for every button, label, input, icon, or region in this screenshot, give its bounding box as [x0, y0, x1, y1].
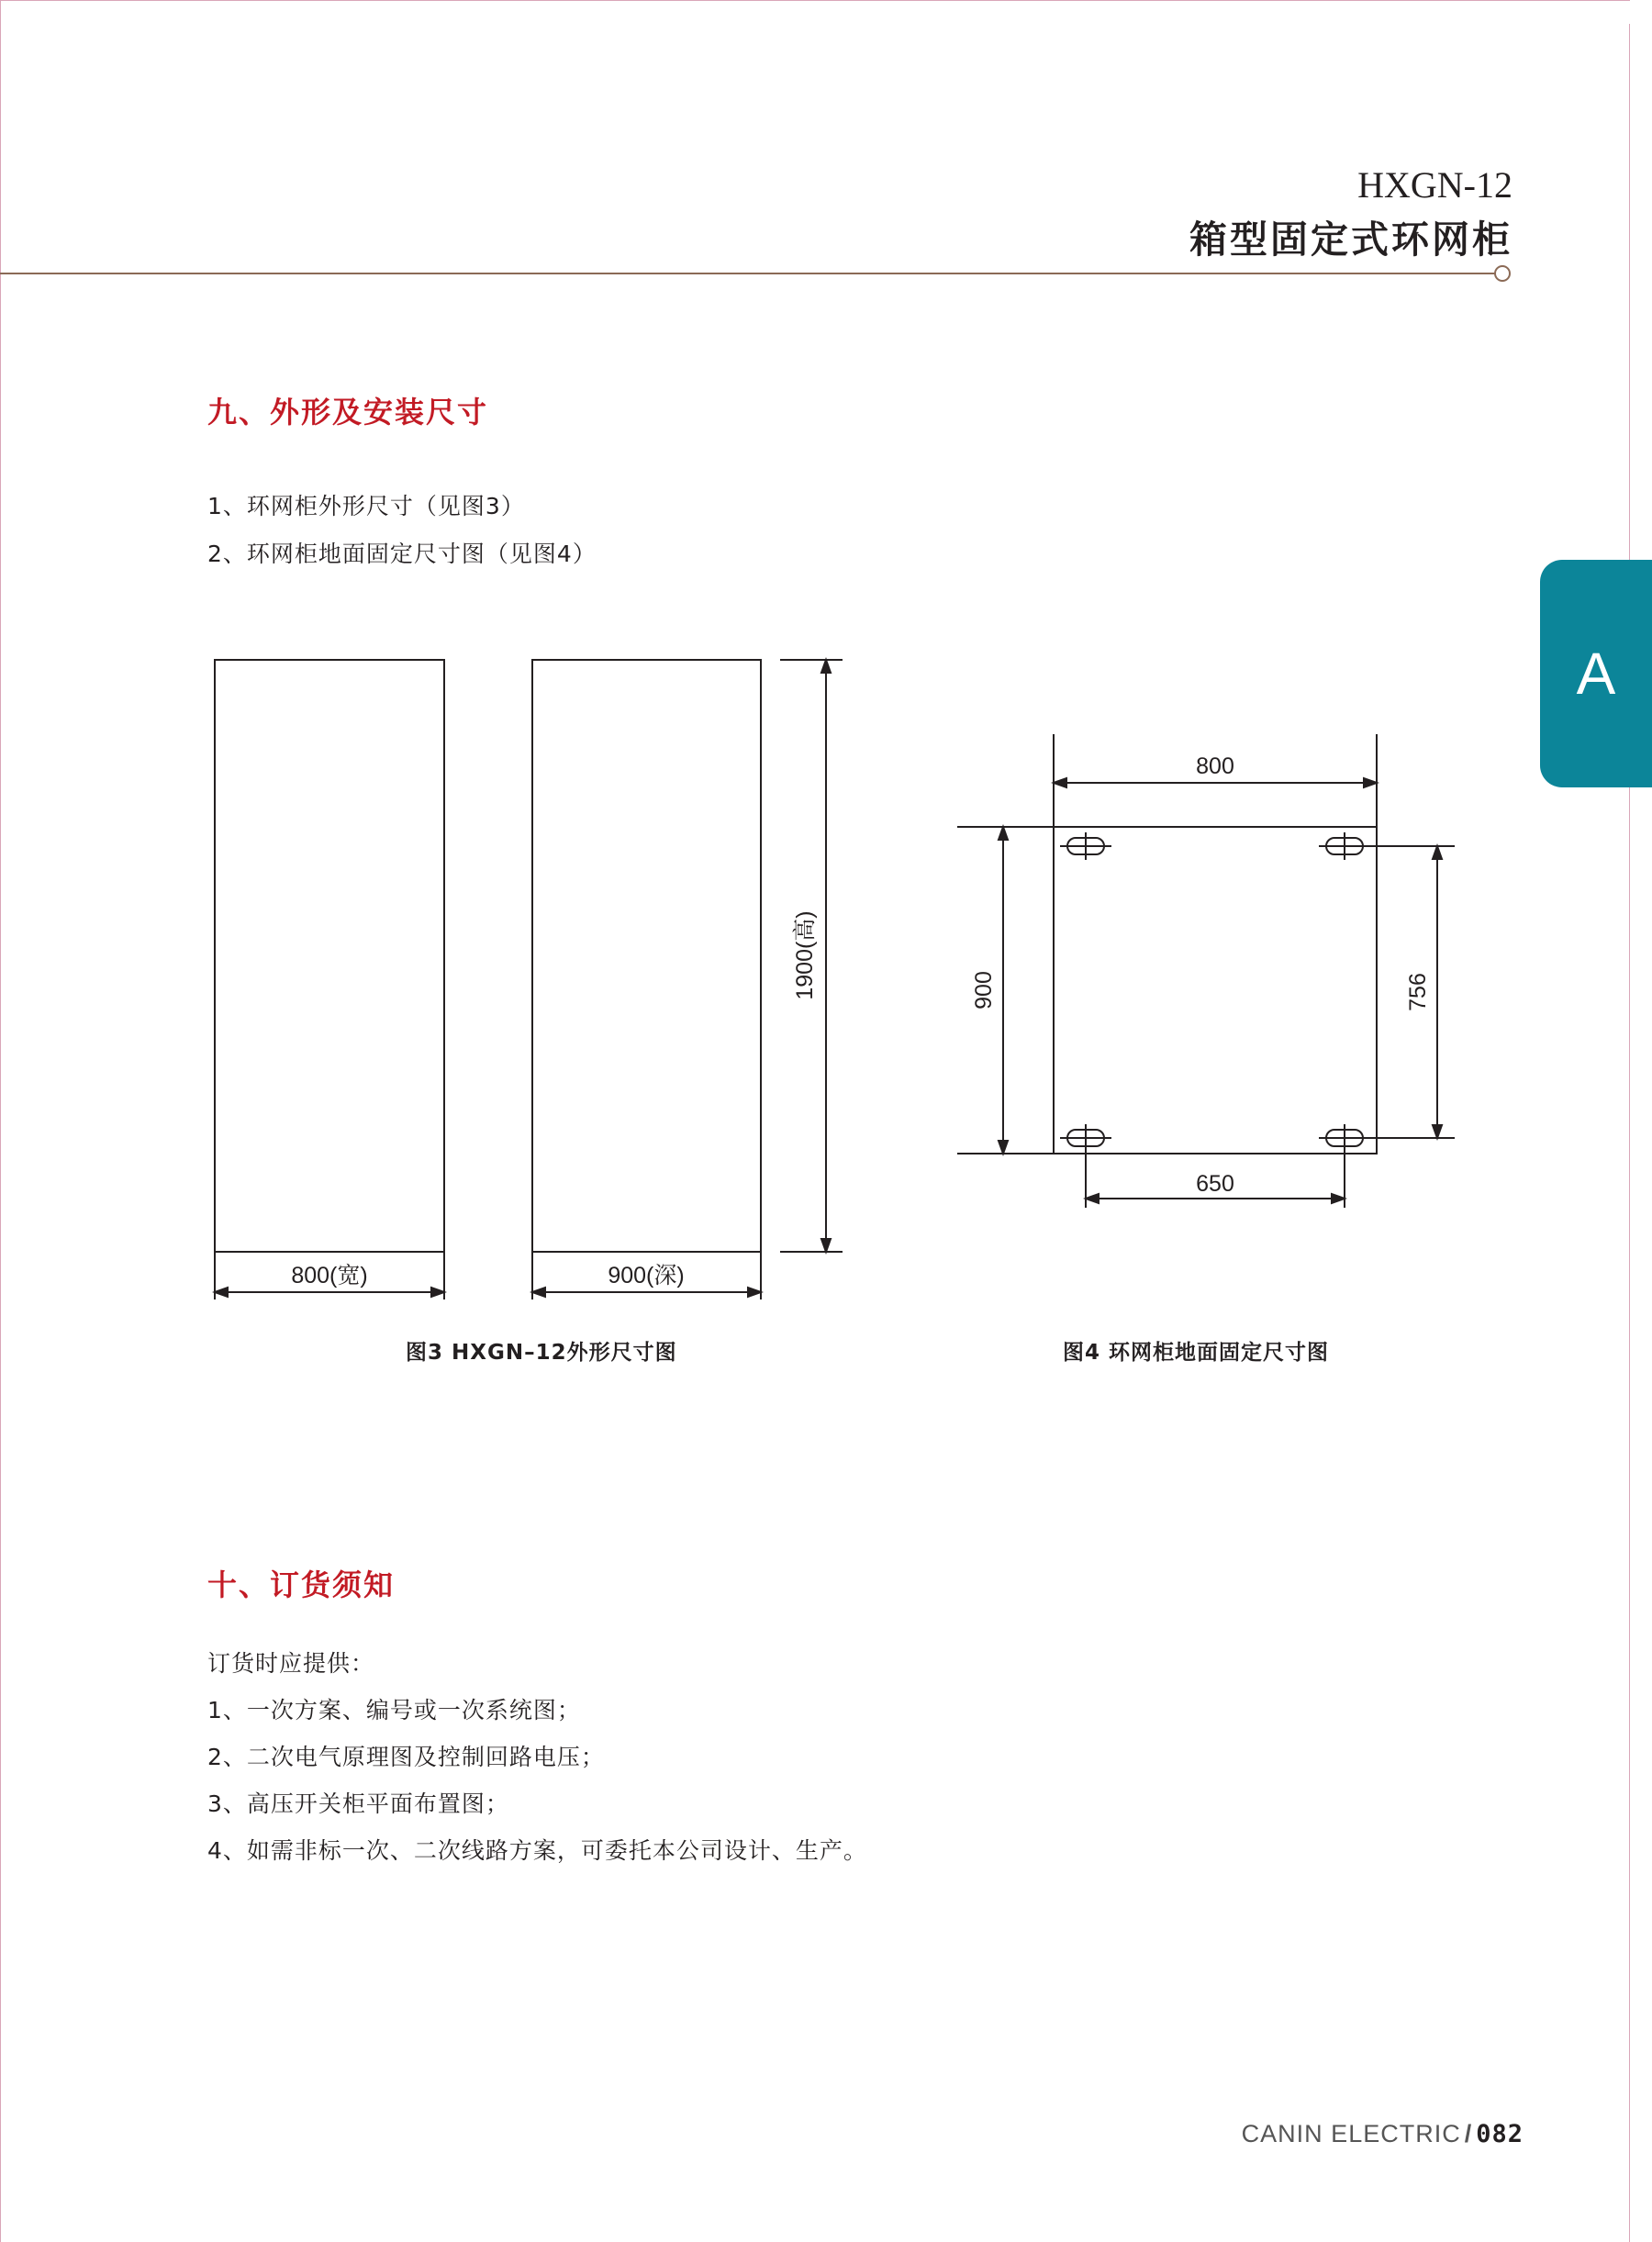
footer-brand	[1242, 2120, 1524, 2148]
floor-right-dim-label: 756	[1405, 973, 1431, 1011]
top-arrow-right	[1364, 778, 1377, 787]
depth-label: 900(深)	[608, 1263, 685, 1288]
bottom-arrow-right	[1332, 1194, 1345, 1203]
height-label: 1900(高)	[792, 910, 818, 1000]
height-arrow-top	[821, 660, 831, 673]
depth-arrow-right	[748, 1288, 761, 1297]
figure3-caption: 图3 HXGN–12外形尺寸图	[406, 1341, 677, 1365]
right-arrow-bottom	[1433, 1125, 1442, 1138]
ordering-intro: 订货时应提供：	[207, 1650, 375, 1677]
width-arrow-left	[215, 1288, 228, 1297]
width-arrow-right	[431, 1288, 444, 1297]
figure3-drawing	[215, 660, 843, 1299]
cabinet-front-view	[215, 660, 444, 1252]
figure4-drawing	[957, 734, 1455, 1208]
left-arrow-bottom	[999, 1141, 1008, 1154]
mounting-slot-bottom-left	[1060, 1124, 1111, 1152]
list-item-floor-fixing: 2、环网柜地面固定尺寸图（见图4）	[207, 541, 597, 567]
left-arrow-top	[999, 827, 1008, 840]
product-name: 箱型固定式环网柜	[1189, 218, 1512, 262]
section-heading-ordering: 十、订货须知	[207, 1567, 396, 1602]
top-arrow-left	[1054, 778, 1066, 787]
floor-base-outline	[1054, 827, 1377, 1154]
height-arrow-bottom	[821, 1239, 831, 1252]
section-heading-dimensions: 九、外形及安装尺寸	[207, 395, 489, 429]
bottom-arrow-left	[1086, 1194, 1099, 1203]
list-item-outline-dimensions: 1、环网柜外形尺寸（见图3）	[207, 493, 525, 519]
figure4-caption: 图4 环网柜地面固定尺寸图	[1063, 1341, 1330, 1365]
ordering-item-3: 3、高压开关柜平面布置图；	[207, 1790, 509, 1817]
ordering-item-2: 2、二次电气原理图及控制回路电压；	[207, 1744, 605, 1770]
page-number: 082	[1476, 2120, 1524, 2148]
floor-bottom-dim-label: 650	[1196, 1171, 1234, 1197]
floor-left-dim-label: 900	[971, 971, 997, 1009]
brand-name: CANIN ELECTRIC	[1241, 2120, 1461, 2147]
right-arrow-top	[1433, 846, 1442, 859]
floor-top-dim-label: 800	[1196, 753, 1234, 779]
product-model: HXGN-12	[1357, 164, 1512, 206]
brand-separator: /	[1464, 2120, 1473, 2147]
width-label: 800(宽)	[291, 1263, 368, 1288]
mounting-slot-top-left	[1060, 832, 1111, 860]
cabinet-side-view	[532, 660, 761, 1252]
section-tab-a[interactable]: A	[1540, 560, 1652, 787]
depth-arrow-left	[532, 1288, 545, 1297]
ordering-item-1: 1、一次方案、编号或一次系统图；	[207, 1697, 581, 1723]
mounting-slot-top-right	[1319, 832, 1370, 860]
mounting-slot-bottom-right	[1319, 1124, 1370, 1152]
ordering-item-4: 4、如需非标一次、二次线路方案，可委托本公司设计、生产。	[207, 1837, 867, 1864]
